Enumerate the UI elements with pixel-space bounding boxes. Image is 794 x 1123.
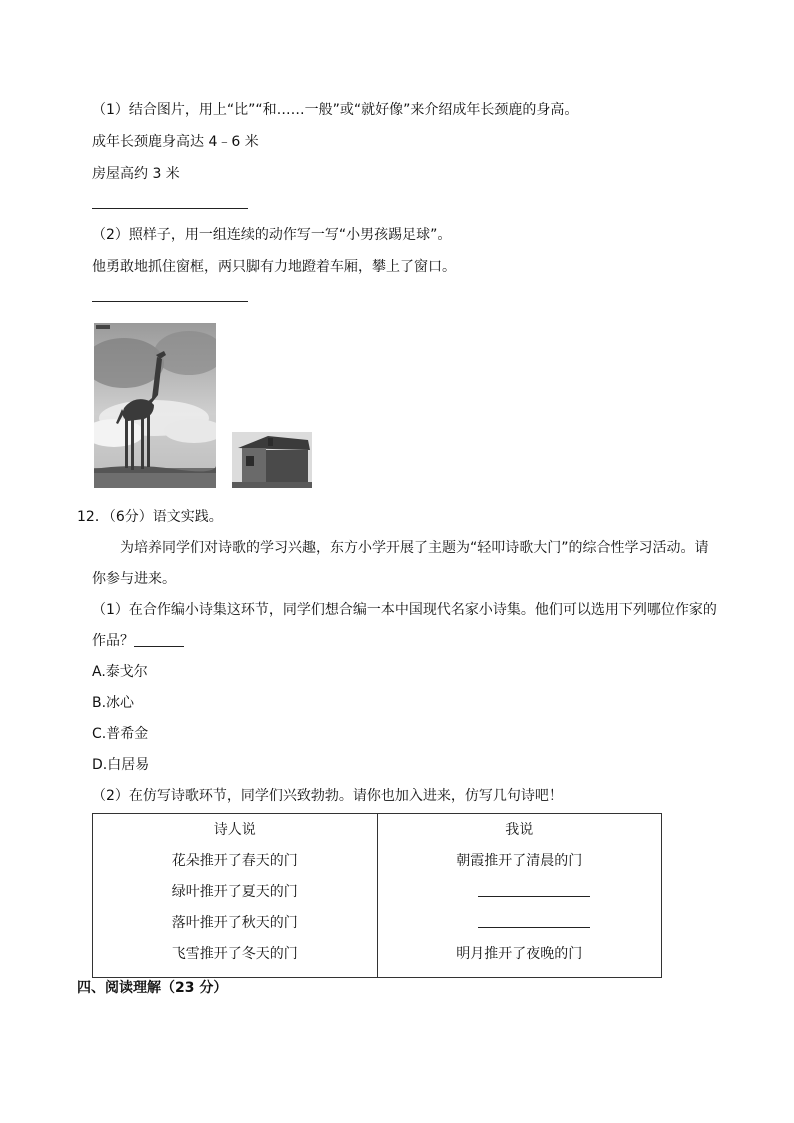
poem-blank-1[interactable]: [478, 882, 590, 897]
q12-intro-line2: 你参与进来。: [92, 571, 176, 587]
q11-example-sentence: 他勇敢地抓住窗框，两只脚有力地蹬着车厢，攀上了窗口。: [92, 259, 456, 275]
q11-fact-giraffe: 成年长颈鹿身高达 4﹣6 米: [92, 134, 259, 150]
giraffe-photo: [94, 323, 216, 488]
q11-part1-prompt: （1）结合图片，用上“比”“和……一般”或“就好像”来介绍成年长颈鹿的身高。: [92, 102, 579, 118]
q12-intro-line1: 为培养同学们对诗歌的学习兴趣，东方小学开展了主题为“轻叩诗歌大门”的综合性学习活动。请: [120, 540, 709, 556]
q11-fact-house: 房屋高约 3 米: [92, 166, 180, 182]
q12-choice-blank[interactable]: [134, 646, 184, 647]
option-c[interactable]: C.普希金: [92, 726, 149, 742]
poet-line-4: 飞雪推开了冬天的门: [171, 946, 298, 962]
me-line-4: 明月推开了夜晚的门: [456, 946, 583, 962]
section-4-heading: 四、阅读理解（23 分）: [77, 980, 228, 996]
poet-header: 诗人说: [213, 822, 256, 838]
poem-blank-2[interactable]: [478, 913, 590, 928]
option-d[interactable]: D.白居易: [92, 757, 150, 773]
option-b[interactable]: B.冰心: [92, 695, 135, 711]
poet-line-2: 绿叶推开了夏天的门: [171, 884, 298, 900]
q11-part2-prompt: （2）照样子，用一组连续的动作写一写“小男孩踢足球”。: [92, 227, 452, 243]
me-column: [377, 814, 662, 978]
poet-column: [93, 814, 378, 978]
q11-answer-blank-2[interactable]: [92, 301, 248, 302]
q11-answer-blank-1[interactable]: [92, 208, 248, 209]
me-line-3: [378, 913, 662, 944]
me-line-2: [378, 882, 662, 913]
option-a[interactable]: A.泰戈尔: [92, 664, 148, 680]
house-photo: [232, 432, 312, 488]
me-header: 我说: [505, 822, 534, 838]
me-line-1: 朝霞推开了清晨的门: [456, 853, 583, 869]
q12-part1-prompt: （1）在合作编小诗集这环节，同学们想合编一本中国现代名家小诗集。他们可以选用下列哪位作家的: [92, 602, 717, 618]
poem-table: [92, 813, 662, 978]
q12-part2-prompt: （2）在仿写诗歌环节，同学们兴致勃勃。请你也加入进来，仿写几句诗吧！: [92, 788, 563, 804]
poet-line-1: 花朵推开了春天的门: [171, 853, 298, 869]
q12-part1-prompt-cont: 作品？: [92, 633, 134, 649]
q12-title: 12．（6分）语文实践。: [77, 509, 223, 525]
poet-line-3: 落叶推开了秋天的门: [171, 915, 298, 931]
